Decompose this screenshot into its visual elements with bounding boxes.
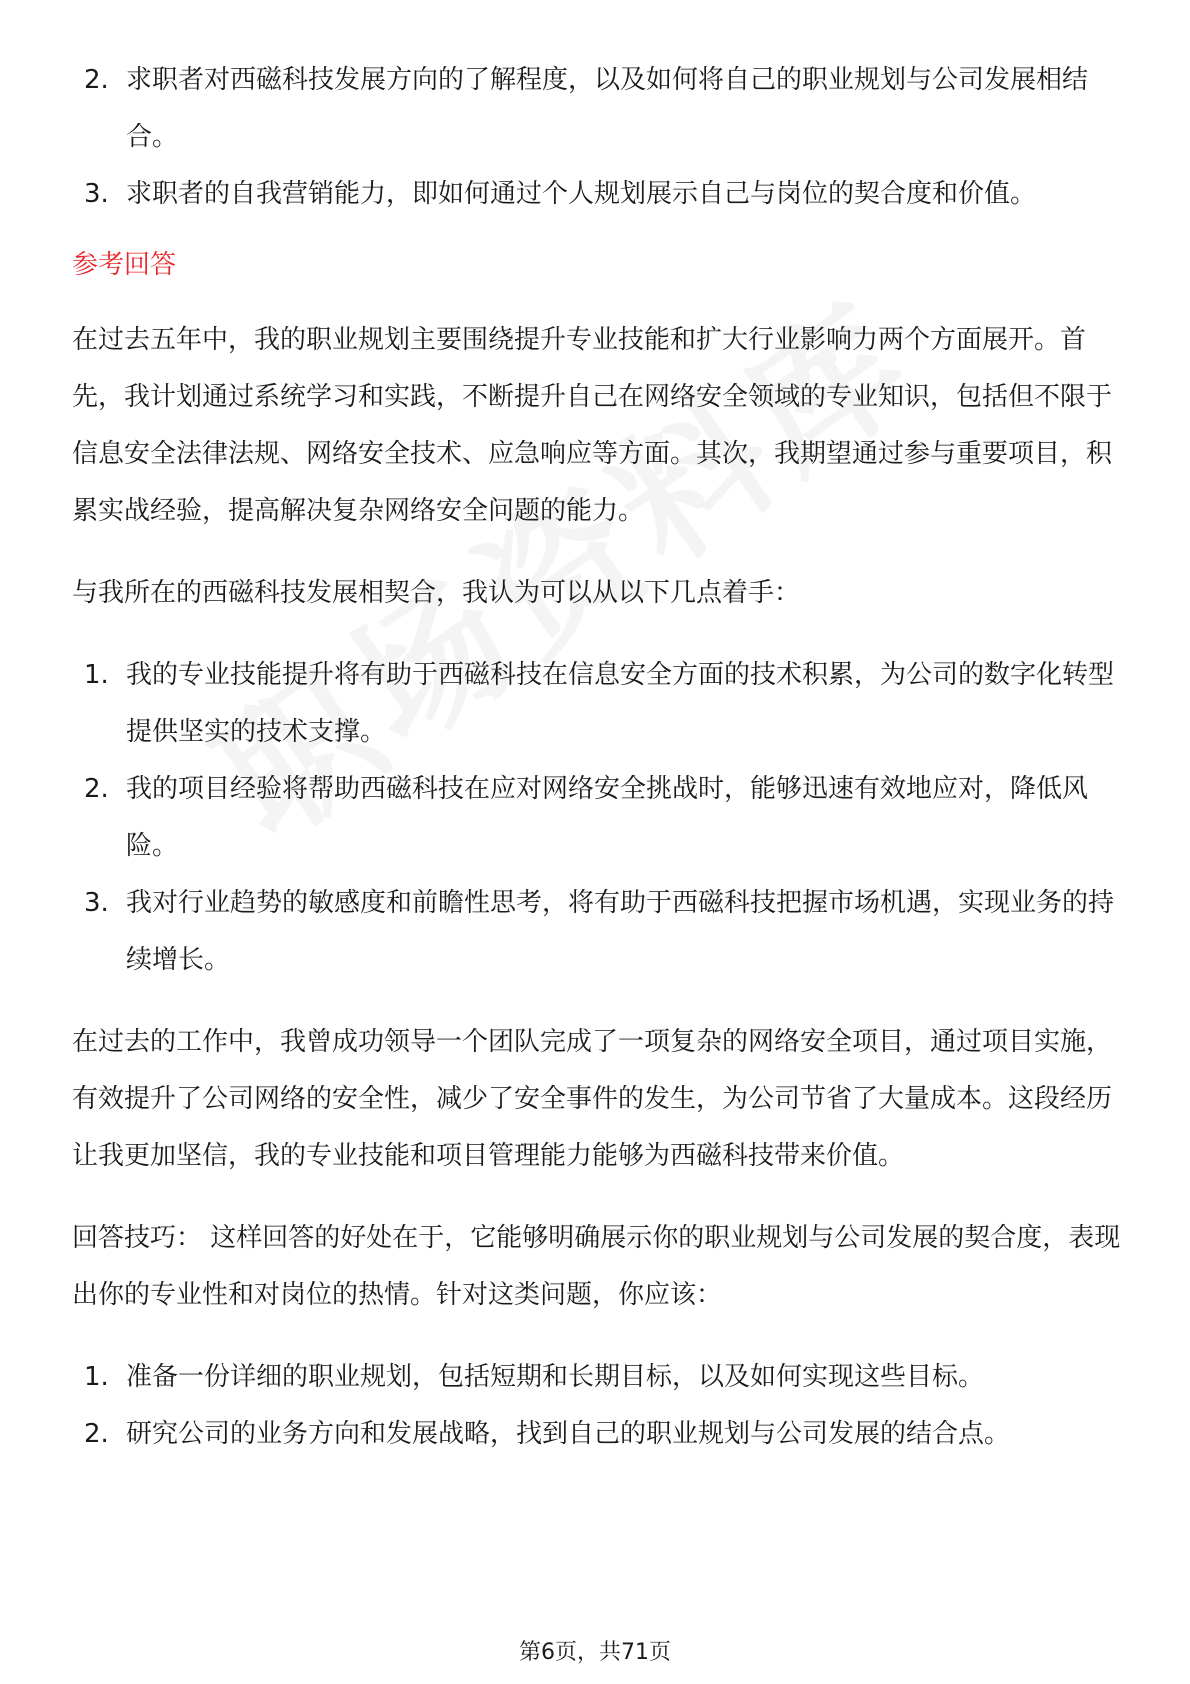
list-item-text: 我的项目经验将帮助西磁科技在应对网络安全挑战时，能够迅速有效地应对，降低风险。 <box>126 774 1089 861</box>
list-number: 1. <box>84 1362 109 1392</box>
list-number: 2. <box>84 774 109 804</box>
answer-paragraph-2: 与我所在的西磁科技发展相契合，我认为可以从以下几点着手： <box>72 578 801 608</box>
list-item <box>72 1406 1122 1463</box>
list-item <box>72 875 1122 989</box>
answer-paragraph-1: 在过去五年中，我的职业规划主要围绕提升专业技能和扩大行业影响力两个方面展开。首先，我计划通过系统学习和实践，不断提升自己在网络安全领域的专业知识，包括但不限于信息安全法律法规、网络安全技术、应急响应等方面。其次，我期望通过参与重要项目，积累实战经验，提高解决复杂网络安全问题的能力。 <box>72 325 1113 526</box>
list-number: 1. <box>84 660 109 690</box>
list-item-text: 我对行业趋势的敏感度和前瞻性思考，将有助于西磁科技把握市场机遇，实现业务的持续增长。 <box>126 888 1115 975</box>
bottom-numbered-list <box>72 1349 1122 1463</box>
list-number: 2. <box>84 65 109 95</box>
list-number: 3. <box>84 179 109 209</box>
answer-tips-paragraph: 回答技巧： 这样回答的好处在于，它能够明确展示你的职业规划与公司发展的契合度，表现出你的专业性和对岗位的热情。针对这类问题，你应该： <box>72 1223 1121 1310</box>
top-numbered-list <box>72 52 1122 223</box>
middle-numbered-list <box>72 647 1122 989</box>
list-item-text: 我的专业技能提升将有助于西磁科技在信息安全方面的技术积累，为公司的数字化转型提供坚实的技术支撑。 <box>126 660 1115 747</box>
list-item-text: 研究公司的业务方向和发展战略，找到自己的职业规划与公司发展的结合点。 <box>126 1419 1011 1449</box>
list-item <box>72 761 1122 875</box>
page-footer: 第6页，共71页 <box>519 1640 671 1665</box>
list-item <box>72 166 1122 223</box>
section-title: 参考回答 <box>72 250 177 280</box>
list-item <box>72 647 1122 761</box>
list-number: 3. <box>84 888 109 918</box>
list-item-text: 求职者对西磁科技发展方向的了解程度，以及如何将自己的职业规划与公司发展相结合。 <box>126 65 1089 152</box>
list-item-text: 准备一份详细的职业规划，包括短期和长期目标，以及如何实现这些目标。 <box>126 1362 985 1392</box>
answer-paragraph-3: 在过去的工作中，我曾成功领导一个团队完成了一项复杂的网络安全项目，通过项目实施，有效提升了公司网络的安全性，减少了安全事件的发生，为公司节省了大量成本。这段经历让我更加坚信，我的专业技能和项目管理能力能够为西磁科技带来价值。 <box>72 1027 1113 1171</box>
list-item <box>72 52 1122 166</box>
page-content <box>72 52 1122 1463</box>
list-item-text: 求职者的自我营销能力，即如何通过个人规划展示自己与岗位的契合度和价值。 <box>126 179 1037 209</box>
list-item <box>72 1349 1122 1406</box>
list-number: 2. <box>84 1419 109 1449</box>
